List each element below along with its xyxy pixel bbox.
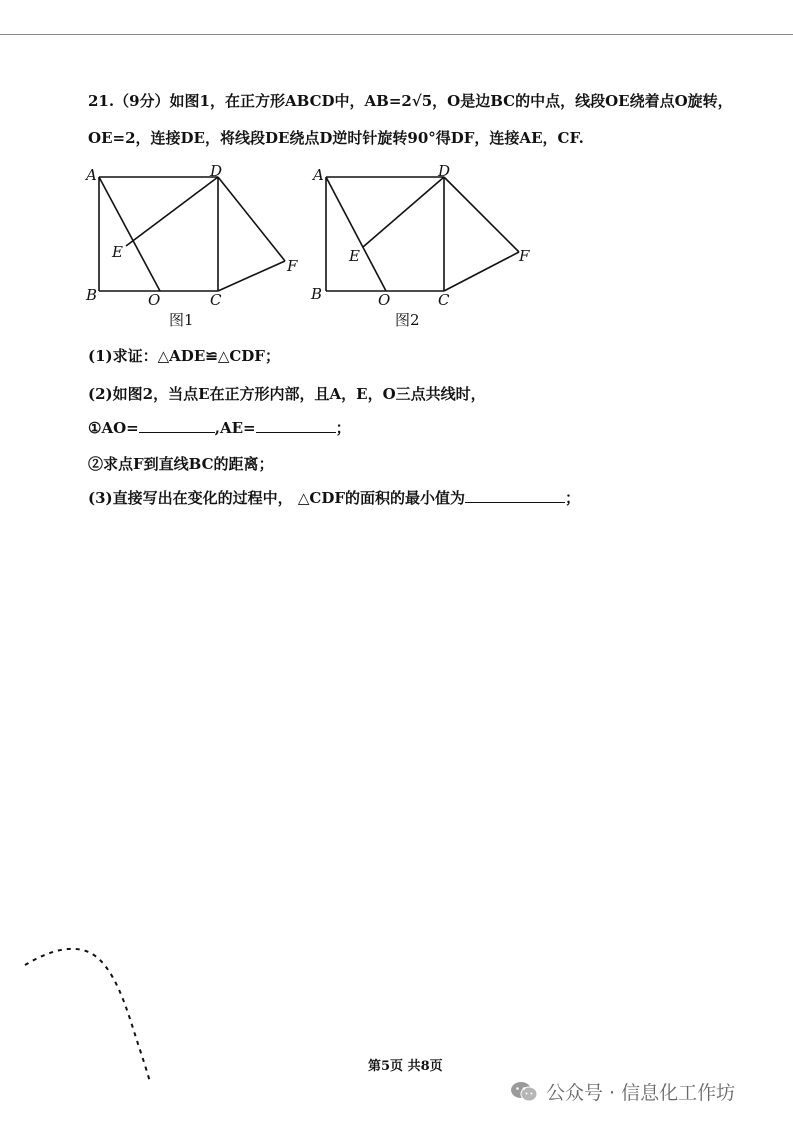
segment-CF [218,261,285,291]
label-B: B [86,286,98,304]
segment-CF [444,252,519,291]
label-F: F [519,247,530,265]
figure-1-caption: 图1 [169,311,194,329]
label-D: D [438,162,451,180]
segment-DE [126,177,218,246]
question-3-end: ； [565,489,581,507]
figure-2-diagram [308,160,538,310]
label-O: O [378,291,391,309]
figure-1 [82,160,307,314]
question-3 [88,487,580,508]
figure-2 [308,160,538,314]
ae-label: ,AE= [214,419,256,437]
segment-DE [363,177,444,247]
ao-label: ①AO= [88,419,139,437]
label-E: E [112,243,123,261]
label-C: C [210,291,222,309]
segment-AO [99,177,160,291]
question-2-1-end: ； [335,419,351,437]
label-E: E [349,247,360,265]
question-2: (2)如图2，当点E在正方形内部，且A，E，O三点共线时， [88,385,486,403]
watermark [510,1078,735,1105]
page-number: 第5页 共8页 [368,1059,443,1074]
label-F: F [287,257,298,275]
label-D: D [210,162,223,180]
wechat-icon [510,1081,538,1103]
figure-2-caption: 图2 [395,311,420,329]
question-1: (1)求证：△ADE≌△CDF； [88,347,280,365]
question-3-text: (3)直接写出在变化的过程中， △CDF的面积的最小值为 [88,489,465,507]
question-2-1 [88,417,351,438]
dashed-curve [20,940,160,1090]
label-A: A [86,166,97,184]
min-area-answer-blank[interactable] [465,488,565,503]
segment-DF [218,177,285,261]
label-O: O [148,291,161,309]
segment-DF [444,177,519,252]
watermark-text: 公众号 · 信息化工作坊 [546,1082,736,1104]
ao-answer-blank[interactable] [139,418,215,433]
question-2-2: ②求点F到直线BC的距离； [88,455,274,473]
figure-1-diagram [82,160,307,310]
top-rule [0,34,793,35]
ae-answer-blank[interactable] [256,418,336,433]
problem-line-2: OE=2，连接DE，将线段DE绕点D逆时针旋转90°得DF，连接AE，CF. [88,129,584,147]
label-B: B [311,285,323,303]
label-C: C [438,291,450,309]
label-A: A [313,166,324,184]
problem-line-1: 21.（9分）如图1，在正方形ABCD中，AB=2√5，O是边BC的中点，线段OE绕着点O旋转， [88,92,733,110]
